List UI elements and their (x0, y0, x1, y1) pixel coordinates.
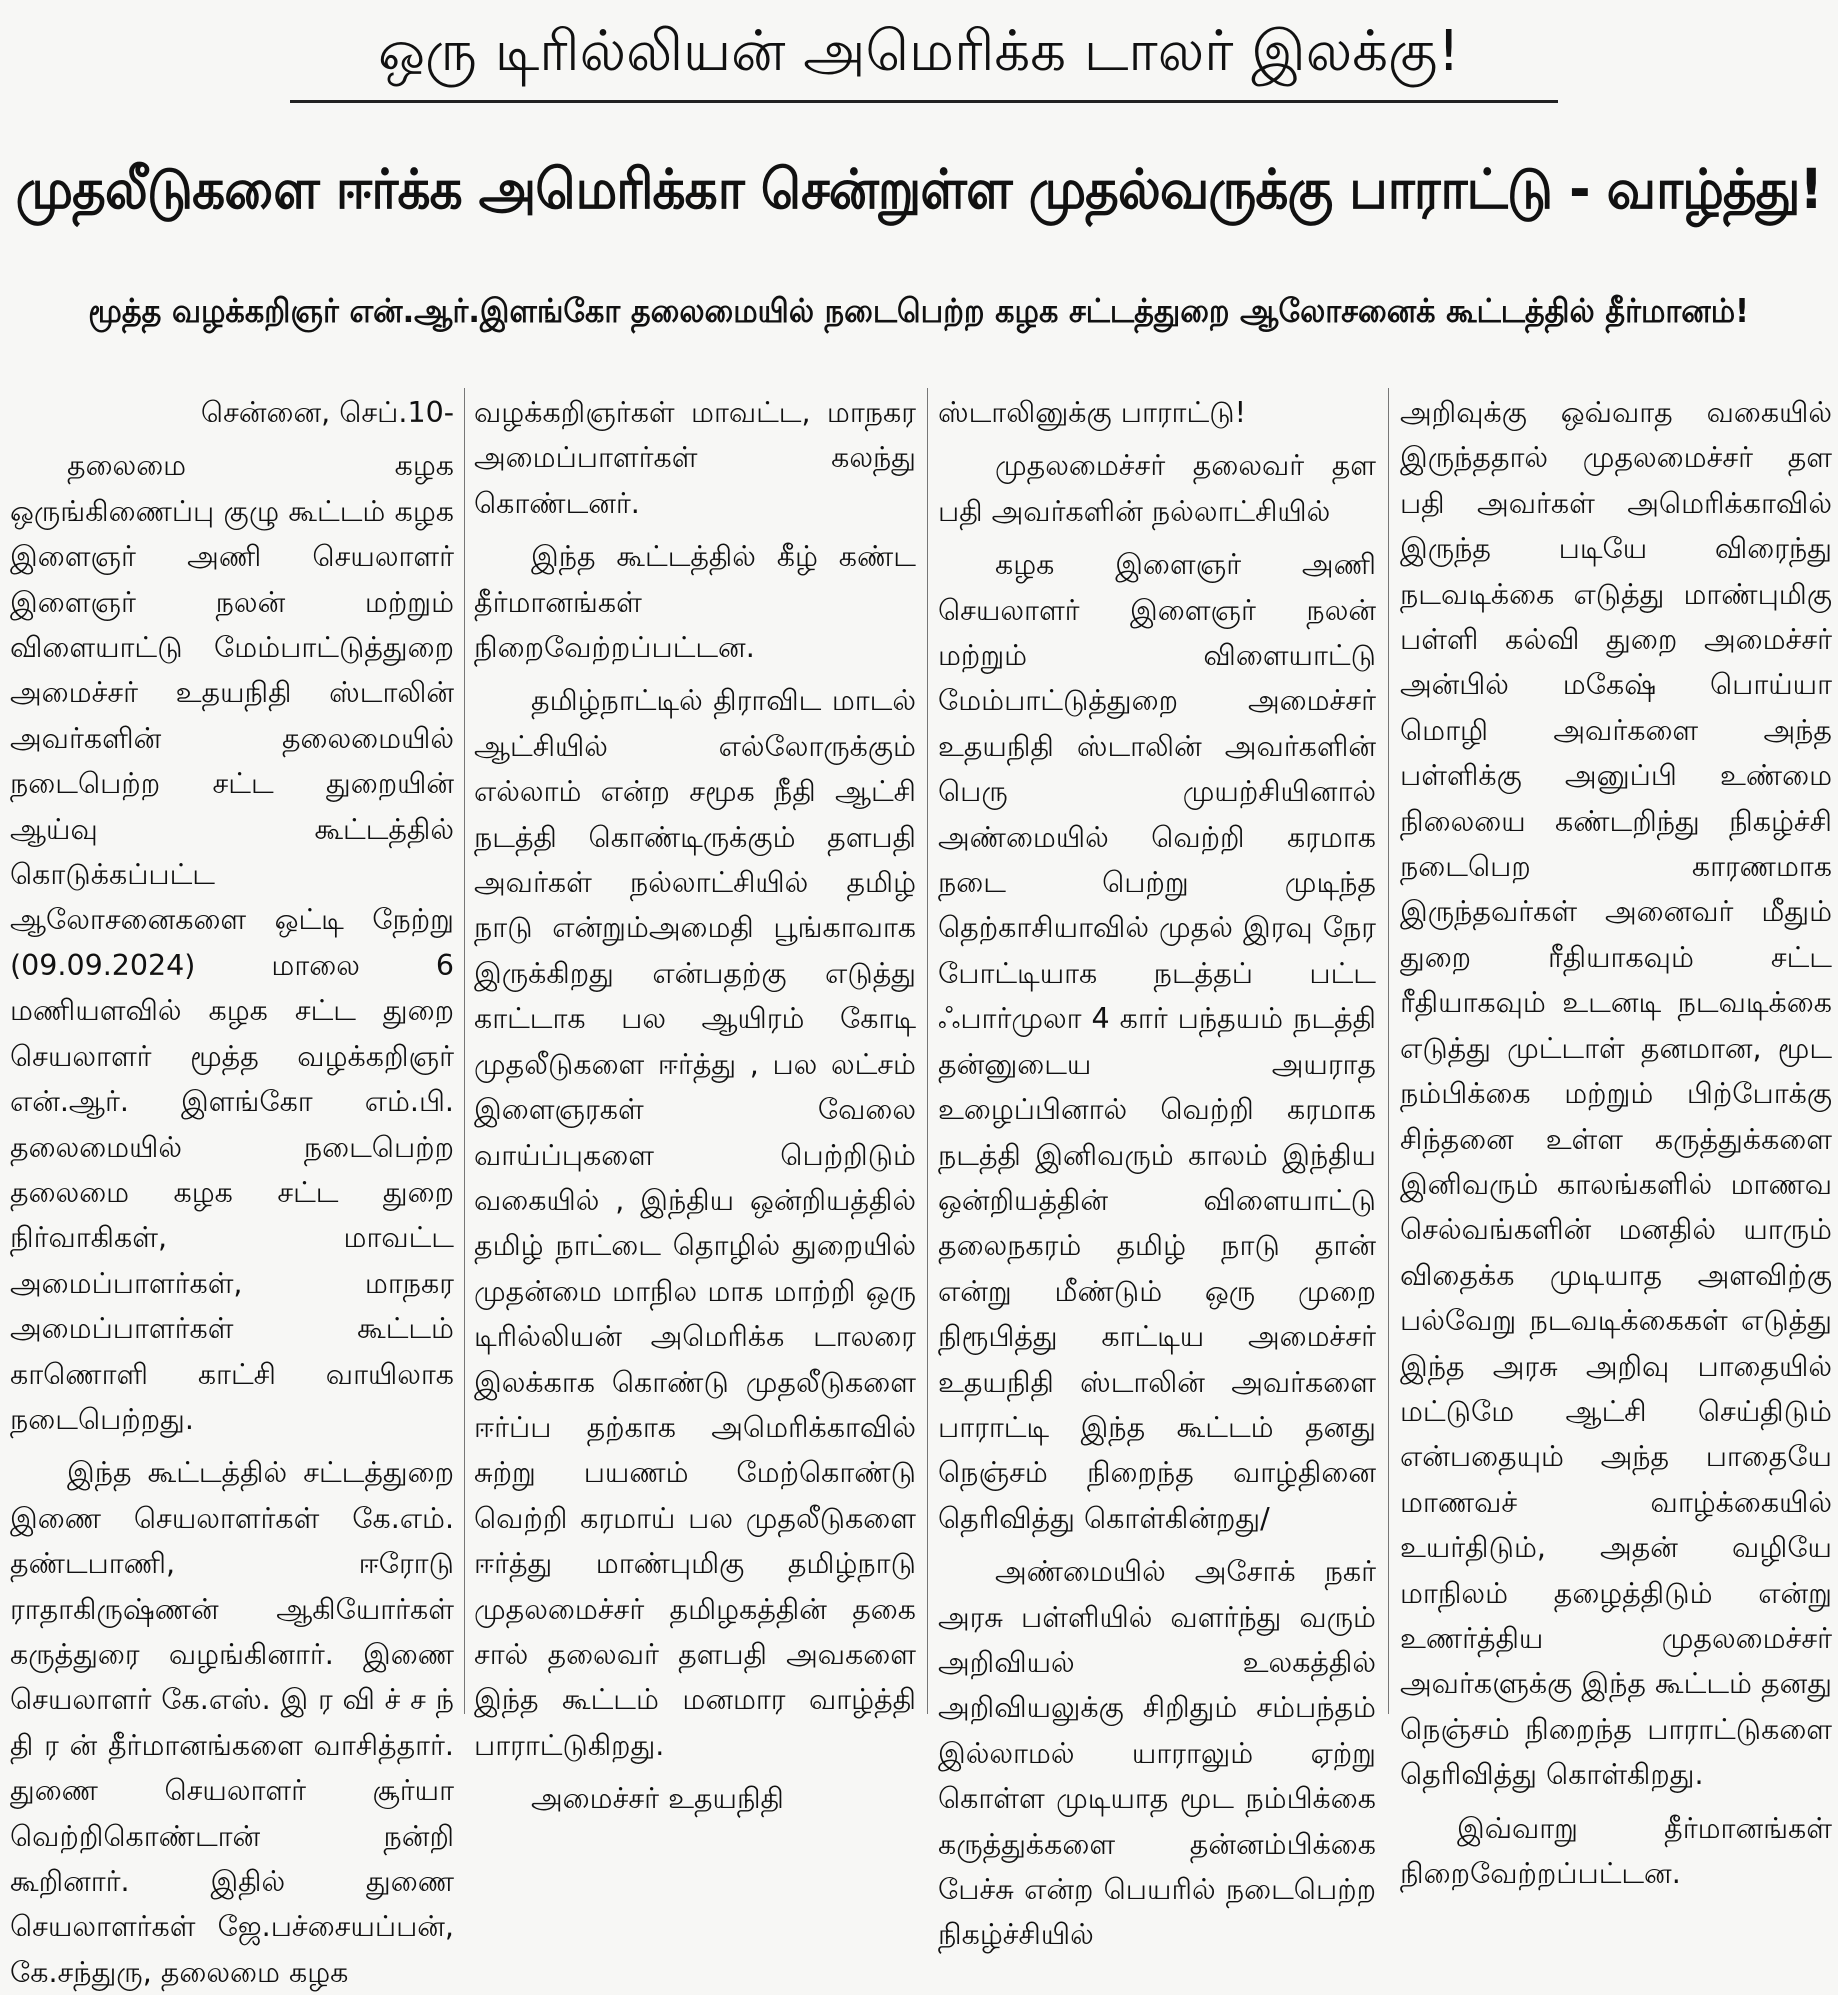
column-divider (464, 388, 465, 1714)
article-column-3 (938, 390, 1376, 1952)
paragraph: தலைமை கழக ஒருங்கிணைப்பு குழு கூட்டம் கழக இளைஞர் அணி செயலாளர் இளைஞர் நலன் மற்றும் விளையாட்டு மேம்பாட்டுத்துறை அமைச்சர் உதயநிதி ஸ்டாலின் அவர்களின் தலைமையில் நடைபெற்ற சட்ட துறையின் ஆய்வு கூட்டத்தில் கொடுக்கப்பட்ட ஆலோசனைகளை ஒட்டி நேற்று (09.09.2024) மாலை 6 மணியளவில் கழக சட்ட துறை செயலாளர் மூத்த வழக்கறிஞர் என்.ஆர். இளங்கோ எம்.பி. தலைமையில் நடைபெற்ற தலைமை கழக சட்ட துறை நிர்வாகிகள், மாவட்ட அமைப்பாளர்கள், மாநகர அமைப்பாளர்கள் கூட்டம் காணொளி காட்சி வாயிலாக நடைபெற்றது. (10, 449, 454, 1436)
column-divider (927, 388, 928, 1714)
headline-text: முதலீடுகளை ஈர்க்க அமெரிக்கா சென்றுள்ள முதல்வருக்கு பாராட்டு - வாழ்த்து! (15, 157, 1823, 221)
article-column-1 (10, 390, 454, 1989)
article-column-2 (474, 390, 916, 1816)
paragraph: முதலமைச்சர் தலைவர் தள பதி அவர்களின் நல்லாட்சியில் (938, 449, 1376, 528)
paragraph: தமிழ்நாட்டில் திராவிட மாடல் ஆட்சியில் எல்லோருக்கும் எல்லாம் என்ற சமூக நீதி ஆட்சி நடத்தி கொண்டிருக்கும் தளபதி அவர்கள் நல்லாட்சியில் தமிழ் நாடு என்றும்அமைதி பூங்காவாக இருக்கிறது என்பதற்கு எடுத்து காட்டாக பல ஆயிரம் கோடி முதலீடுகளை ஈர்த்து , பல லட்சம் இளைஞரகள் வேலை வாய்ப்புகளை பெற்றிடும் வகையில் , இந்திய ஒன்றியத்தில் தமிழ் நாட்டை தொழில் துறையில் முதன்மை மாநில மாக மாற்றி ஒரு டிரில்லியன் அமெரிக்க டாலரை இலக்காக கொண்டு முதலீடுகளை ஈர்ப்ப தற்காக அமெரிக்காவில் சுற்று பயணம் மேற்கொண்டு வெற்றி கரமாய் பல முதலீடுகளை ஈர்த்து மாண்புமிகு தமிழ்நாடு முதலமைச்சர் தமிழகத்தின் தகை சால் தலைவர் தளபதி அவகளை இந்த கூட்டம் மனமார வாழ்த்தி பாராட்டுகிறது. (474, 684, 916, 1762)
kicker-underline (290, 100, 1558, 103)
paragraph: வழக்கறிஞர்கள் மாவட்ட, மாநகர அமைப்பாளர்கள் கலந்து கொண்டனர். (474, 396, 916, 520)
dateline: சென்னை, செப்.10- (200, 396, 454, 429)
subheadline-text: மூத்த வழக்கறிஞர் என்.ஆர்.இளங்கோ தலைமையில் நடைபெற்ற கழக சட்டத்துறை ஆலோசனைக் கூட்டத்தில் தீர்மானம்! (88, 291, 1750, 330)
paragraph: அண்மையில் அசோக் நகர் அரசு பள்ளியில் வளர்ந்து வரும் அறிவியல் உலகத்தில் அறிவியலுக்கு சிறிதும் சம்பந்தம் இல்லாமல் யாராலும் ஏற்று கொள்ள முடியாத மூட நம்பிக்கை கருத்துக்களை தன்னம்பிக்கை பேச்சு என்ற பெயரில் நடைபெற்ற நிகழ்ச்சியில் (938, 1555, 1376, 1952)
main-headline (0, 128, 1838, 258)
article-column-4 (1400, 390, 1832, 1890)
paragraph: இந்த கூட்டத்தில் சட்டத்துறை இணை செயலாளர்கள் கே.எம். தண்டபாணி, ஈரோடு ராதாகிருஷ்ணன் ஆகியோர்கள் கருத்துரை வழங்கினார். இணை செயலாளர் கே.எஸ். இ ர வி ச் ச ந் தி ர ன் தீர்மானங்களை வாசித்தார். துணை செயலாளர் சூர்யா வெற்றிகொண்டான் நன்றி கூறினார். இதில் துணை செயலாளர்கள் ஜே.பச்சையப்பன், கே.சந்துரு, தலைமை கழக (10, 1456, 454, 1989)
paragraph: அறிவுக்கு ஒவ்வாத வகையில் இருந்ததால் முதலமைச்சர் தள பதி அவர்கள் அமெரிக்காவில் இருந்த படியே விரைந்து நடவடிக்கை எடுத்து மாண்புமிகு பள்ளி கல்வி துறை அமைச்சர் அன்பில் மகேஷ் பொய்யா மொழி அவர்களை அந்த பள்ளிக்கு அனுப்பி உண்மை நிலையை கண்டறிந்து நிகழ்ச்சி நடைபெற காரணமாக இருந்தவர்கள் அனைவர் மீதும் துறை ரீதியாகவும் சட்ட ரீதியாகவும் உடனடி நடவடிக்கை எடுத்து முட்டாள் தனமான, மூட நம்பிக்கை மற்றும் பிற்போக்கு சிந்தனை உள்ள கருத்துக்களை இனிவரும் காலங்களில் மாணவ செல்வங்களின் மனதில் யாரும் விதைக்க முடியாத அளவிற்கு பல்வேறு நடவடிக்கைகள் எடுத்து இந்த அரசு அறிவு பாதையில் மட்டுமே ஆட்சி செய்திடும் என்பதையும் அந்த பாதையே மாணவச் வாழ்க்கையில் உயர்திடும், அதன் வழியே மாநிலம் தழைத்திடும் என்று உணர்த்திய முதலமைச்சர் அவர்களுக்கு இந்த கூட்டம் தனது நெஞ்சம் நிறைந்த பாராட்டுகளை தெரிவித்து கொள்கிறது. (1400, 396, 1832, 1792)
kicker-headline (0, 0, 1838, 104)
paragraph: இந்த கூட்டத்தில் கீழ் கண்ட தீர்மானங்கள் நிறைவேற்றப்பட்டன. (474, 540, 916, 665)
paragraph: கழக இளைஞர் அணி செயலாளர் இளைஞர் நலன் மற்றும் விளையாட்டு மேம்பாட்டுத்துறை அமைச்சர் உதயநிதி ஸ்டாலின் அவர்களின் பெரு முயற்சியினால் அண்மையில் வெற்றி கரமாக நடை பெற்று முடிந்த தெற்காசியாவில் முதல் இரவு நேர போட்டியாக நடத்தப் பட்ட ஃபார்முலா 4 கார் பந்தயம் நடத்தி தன்னுடைய அயராத உழைப்பினால் வெற்றி கரமாக நடத்தி இனிவரும் காலம் இந்திய ஒன்றியத்தின் விளையாட்டு தலைநகரம் தமிழ் நாடு தான் என்று மீண்டும் ஒரு முறை நிரூபித்து காட்டிய அமைச்சர் உதயநிதி ஸ்டாலின் அவர்களை பாராட்டி இந்த கூட்டம் தனது நெஞ்சம் நிறைந்த வாழ்தினை தெரிவித்து கொள்கின்றது/ (938, 548, 1376, 1535)
kicker-text: ஒரு டிரில்லியன் அமெரிக்க டாலர் இலக்கு! (378, 19, 1460, 84)
column-divider (1388, 388, 1389, 1714)
sub-headline (0, 276, 1838, 350)
section-subheading: ஸ்டாலினுக்கு பாராட்டு! (938, 396, 1246, 429)
section-subheading: அமைச்சர் உதயநிதி (531, 1782, 784, 1816)
closing-paragraph: இவ்வாறு தீர்மானங்கள் நிறைவேற்றப்பட்டன. (1400, 1811, 1832, 1890)
